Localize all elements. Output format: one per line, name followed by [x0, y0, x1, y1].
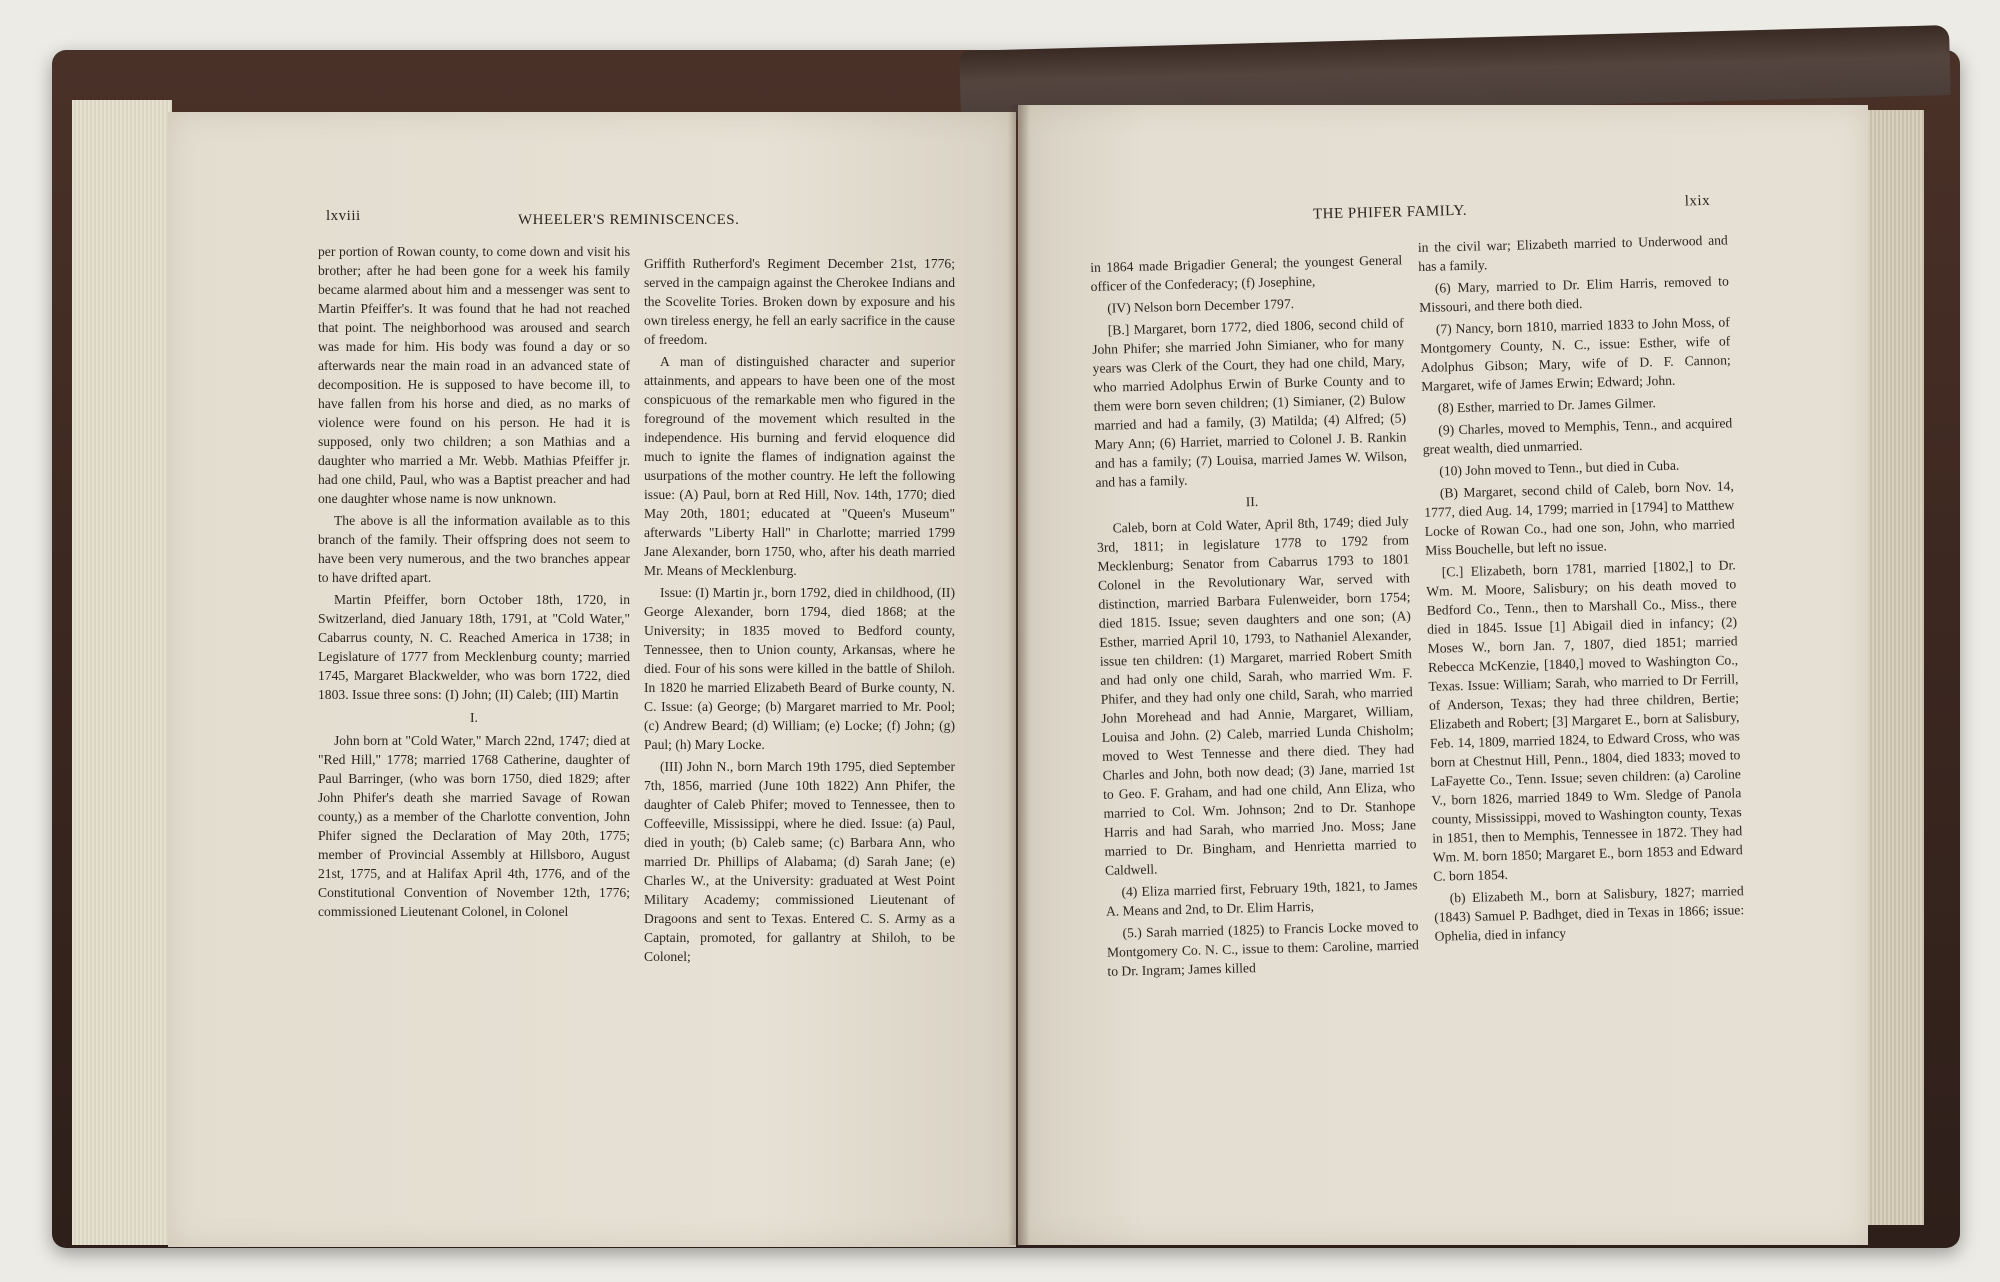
paragraph: (III) John N., born March 19th 1795, died September 7th, 1856, married (June 10th 1822) Ann Phifer, the daughter of Caleb Phifer; moved to Tennessee, then to Coffeeville, Mississippi, where he died. Issue: (a) Paul, died in youth; (b) Caleb same; (c) Barbara Ann, who married Dr. Phillips of Alabama; (d) Sarah Jane; (e) Charles W., at the University: graduated at West Point Military Academy; commissioned Lieutenant of Dragoons and sent to Texas. Entered C. S. Army as a Captain, promoted, for gallantry at Shiloh, to be Colonel; [644, 759, 955, 964]
paragraph: (5.) Sarah married (1825) to Francis Locke moved to Montgomery Co. N. C., issue to them: Caroline, married to Dr. Ingram; James killed [1106, 918, 1420, 979]
paragraph: (4) Eliza married first, February 19th, 1821, to James A. Means and 2nd, to Dr. Elim Harris, [1105, 877, 1418, 919]
right-page-text [1090, 192, 1772, 1158]
right-running-head: THE PHIFER FAMILY. [1312, 202, 1468, 223]
paragraph: Issue: (I) Martin jr., born 1792, died in childhood, (II) George Alexander, born 1794, died 1868; at the University; in 1835 moved to Bedford county, Tennessee, then to Union county, Arkansas, where he died. Four of his sons were killed in the battle of Shiloh. In 1820 he married Elizabeth Beard of Burke county, N. C. Issue: (a) George; (b) Margaret married to Mr. Pool; (c) Andrew Beard; (d) William; (e) Locke; (f) John; (g) Paul; (h) Mary Locke. [644, 585, 955, 752]
left-column-1 [318, 242, 630, 924]
paragraph: Caleb, born at Cold Water, April 8th, 1749; died July 3rd, 1811; in legislature 1778 to 1792 from Mecklenburg; Senator from Cabarrus 1793 to 1801 Colonel in the Revolutionary War, served with distinction, married Barbara Fulenweider, born 1754; died 1815. Issue; seven daughters and one son; (A) Esther, married April 10, 1793, to Nathaniel Alexander, issue ten children: (1) Margaret, married Robert Smith and had only one child, Sarah, who married Wm. F. Phifer, and they had only one child, Sarah, who married John Morehead and had Annie, Margaret, William, Louisa and John. (2) Caleb, married Lunda Chisholm; moved to West Tennesse and there died. They had Charles and John, both now dead; (3) Jane, married 1st to Geo. F. Graham, and had one child, Ann Eliza, who married to Col. Wm. Johnson; 2nd to Dr. Stanhope Harris and had Sarah, who married Jno. Moss; Jane married to Dr. Bingham, and Henrietta married to Caldwell. [1096, 513, 1417, 878]
page-edges-right [1868, 110, 1924, 1225]
paragraph: per portion of Rowan county, to come down and visit his brother; after he had been gone for a week his family became alarmed about him and a messenger was sent to Martin Pfeiffer's. It was found that he had not reached that point. The neighborhood was aroused and search was made for him. His body was found a day or so afterwards near the main road in an advanced state of decomposition. He is supposed to have become ill, to have fallen from his horse and died, as no marks of violence were found on his person. He had it is supposed, only two children; a son Mathias and a daughter who married a Mr. Webb. Mathias Pfeiffer jr. had one child, Paul, who was a Baptist preacher and had one daughter whose name is now unknown. [318, 244, 630, 506]
paragraph: (b) Elizabeth M., born at Salisbury, 1827; married (1843) Samuel P. Badhget, died in Texas in 1866; issue: Ophelia, died in infancy [1434, 883, 1745, 944]
paragraph: Griffith Rutherford's Regiment December 21st, 1776; served in the campaign against the Cherokee Indians and the Scovelite Tories. Broken down by exposure and his own tireless energy, he fell an early sacrifice in the cause of freedom. [644, 256, 955, 347]
paragraph: (IV) Nelson born December 1797. [1107, 296, 1295, 316]
right-column-2 [1418, 230, 1745, 948]
paragraph: (7) Nancy, born 1810, married 1833 to John Moss, of Montgomery County, N. C., issue: Esther, wife of Adolphus Gibson; Mary, wife of D. F. Cannon; Margaret, wife of James Erwin; Edward; John. [1420, 314, 1731, 394]
paragraph: [C.] Elizabeth, born 1781, married [1802,] to Dr. Wm. M. Moore, Salisbury; on his death moved to Bedford Co., Tenn., then to Marshall Co., Miss., there died in 1845. Issue [1] Abigail died in infancy; (2) Moses W., born Jan. 7, 1807, died 1851; married Rebecca McKenzie, [1840,] moved to Washington Co., Texas. Issue: William; Sarah, who married to Dr Ferrill, of Anderson, Texas; they had three children, Bertie; Elizabeth and Robert; [3] Margaret E., born at Salisbury, Feb. 14, 1809, married 1824, to Edward Cross, who was born at Chestnut Hill, Penn., 1804, died 1833; moved to LaFayette Co., Tenn. Issue; seven children: (a) Caroline V., born 1826, married 1849 to Wm. Sledge of Panola county, Mississippi, moved to Washington county, Texas in 1851, then to Memphis, Tennessee in 1872. They had Wm. M. born 1850; Margaret E., born 1853 and Edward C. born 1854. [1426, 557, 1743, 884]
paragraph: A man of distinguished character and superior attainments, and appears to have been one of the most conspicuous of the remarkable men who figured in the foreground of the movement which resulted in the independence. His burning and fervid eloquence did much to ignite the flames of indignation against the usurpations of the mother country. He left the following issue: (A) Paul, born at Red Hill, Nov. 14th, 1770; died May 20th, 1801; educated at "Queen's Museum" afterwards "Liberty Hall" in Charlotte; married 1799 Jane Alexander, born 1750, who, after his death married Mr. Means of Mecklenburg. [644, 354, 955, 578]
paragraph: The above is all the information available as to this branch of the family. Their offspring does not seem to have been very numerous, and the two branches appear to have drifted apart. [318, 513, 630, 585]
right-page-number: lxix [1684, 192, 1711, 210]
left-page-number: lxviii [326, 208, 361, 224]
paragraph: (6) Mary, married to Dr. Elim Harris, removed to Missouri, and there both died. [1419, 273, 1729, 315]
section-heading: I. [470, 710, 478, 725]
paragraph: (9) Charles, moved to Memphis, Tenn., and acquired great wealth, died unmarried. [1422, 415, 1733, 457]
left-running-head: WHEELER'S REMINISCENCES. [518, 212, 740, 228]
paragraph: (8) Esther, married to Dr. James Gilmer. [1437, 395, 1656, 416]
section-heading: II. [1245, 493, 1259, 510]
paragraph: (B) Margaret, second child of Caleb, born Nov. 14, 1777, died Aug. 14, 1799; married in [1794] to Matthew Locke of Rowan Co., had one son, John, who married Miss Bouchelle, but left no issue. [1424, 478, 1735, 558]
paragraph: (10) John moved to Tenn., but died in Cuba. [1439, 457, 1680, 479]
page-edges-left [72, 100, 172, 1245]
right-column-1 [1090, 250, 1420, 983]
paragraph: in the civil war; Elizabeth married to Underwood and has a family. [1417, 232, 1728, 274]
left-column-2 [644, 254, 955, 969]
paragraph: Martin Pfeiffer, born October 18th, 1720, in Switzerland, died January 18th, 1791, at "Cold Water," Cabarrus county, N. C. Reached America in 1738; in Legislature of 1777 from Mecklenburg county; married 1745, Margaret Blackwelder, who was born 1722, died 1803. Issue three sons: (I) John; (II) Caleb; (III) Martin [318, 592, 630, 702]
paragraph: in 1864 made Brigadier General; the youngest General officer of the Confederacy; (f) Josephine, [1090, 252, 1403, 294]
paragraph: [B.] Margaret, born 1772, died 1806, second child of John Phifer; she married John Simianer, who for many years was Clerk of the Court, they had one child, Mary, who married Adolphus Erwin of Burke County and to them were born seven children; (1) Simianer, (2) Bulow married and had a family, (3) Matilda; (4) Alfred; (5) Mary Ann; (6) Harriet, married to Colonel J. B. Rankin and has a family; (7) Louisa, married James W. Wilson, and has a family. [1092, 315, 1408, 490]
paragraph: John born at "Cold Water," March 22nd, 1747; died at "Red Hill," 1778; married 1768 Catherine, daughter of Paul Barringer, (who was born 1750, died 1829; after John Phifer's death she married Savage of Rowan county,) as a member of the Charlotte convention, John Phifer signed the Declaration of May 20th, 1775; member of Provincial Assembly at Hillsboro, August 21st, 1775, and at Halifax April 4th, 1776, and of the Constitutional Convention of November 12th, 1776; commissioned Lieutenant Colonel, in Colonel [318, 733, 630, 919]
book-gutter [1008, 105, 1030, 1245]
